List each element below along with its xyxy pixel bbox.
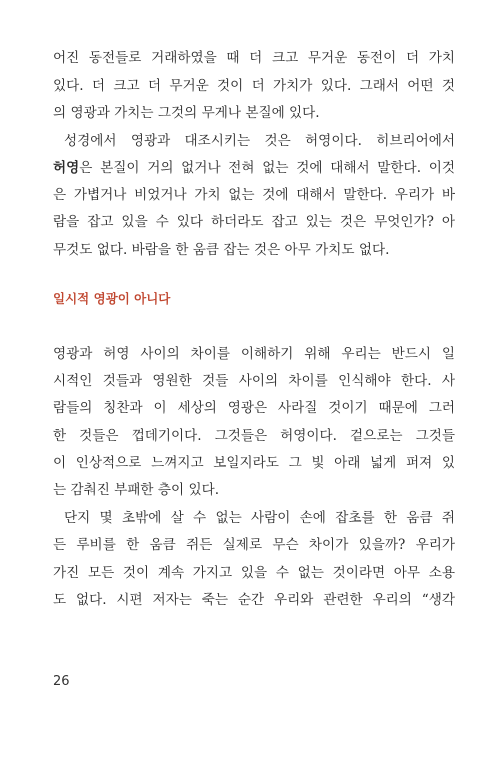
paragraph-line: 람을 잡고 있을 수 있다 하더라도 잡고 있는 것은 무엇인가? 아	[53, 214, 455, 230]
paragraph-line: 든 루비를 한 움큼 쥐든 실제로 무슨 차이가 있을까? 우리가	[53, 537, 455, 553]
paragraph-line: 한 것들은 껍데기이다. 그것들은 허영이다. 겉으로는 그것들	[53, 428, 455, 444]
paragraph-line: 은 가볍거나 비었거나 가치 없는 것에 대해서 말한다. 우리가 바	[53, 187, 455, 203]
page-number: 26	[53, 674, 70, 689]
paragraph-line: 무것도 없다. 바람을 한 움큼 잡는 것은 아무 가치도 없다.	[53, 242, 390, 258]
paragraph-line: 가진 모든 것이 계속 가지고 있을 수 없는 것이라면 아무 소용	[53, 565, 455, 581]
paragraph-line: 단지 몇 초밖에 살 수 없는 사람이 손에 잡초를 한 움큼 쥐	[64, 510, 455, 526]
paragraph-line: 이 인상적으로 느껴지고 보일지라도 그 빛 아래 넓게 퍼져 있	[53, 455, 455, 471]
paragraph-line	[53, 159, 455, 177]
section-heading: 일시적 영광이 아니다	[53, 291, 171, 306]
paragraph-line: 어진 동전들로 거래하였을 때 더 크고 무거운 동전이 더 가치	[53, 50, 455, 66]
paragraph-line: 의 영광과 가치는 그것의 무게나 본질에 있다.	[53, 105, 320, 121]
paragraph-line: 도 없다. 시편 저자는 죽는 순간 우리와 관련한 우리의 “생각	[53, 592, 455, 608]
paragraph-line: 있다. 더 크고 더 무거운 것이 더 가치가 있다. 그래서 어떤 것	[53, 78, 455, 94]
paragraph-line-text: 은 본질이 거의 없거나 전혀 없는 것에 대해서 말한다. 이것	[79, 160, 455, 176]
paragraph-line: 는 감춰진 부패한 층이 있다.	[53, 482, 220, 498]
paragraph-line: 영광과 허영 사이의 차이를 이해하기 위해 우리는 반드시 일	[53, 346, 455, 362]
bold-term: 허영	[53, 160, 80, 176]
paragraph-line: 람들의 칭찬과 이 세상의 영광은 사라질 것이기 때문에 그러	[53, 400, 455, 416]
paragraph-line: 시적인 것들과 영원한 것들 사이의 차이를 인식해야 한다. 사	[53, 373, 455, 389]
paragraph-line: 성경에서 영광과 대조시키는 것은 허영이다. 히브리어에서	[64, 133, 455, 149]
